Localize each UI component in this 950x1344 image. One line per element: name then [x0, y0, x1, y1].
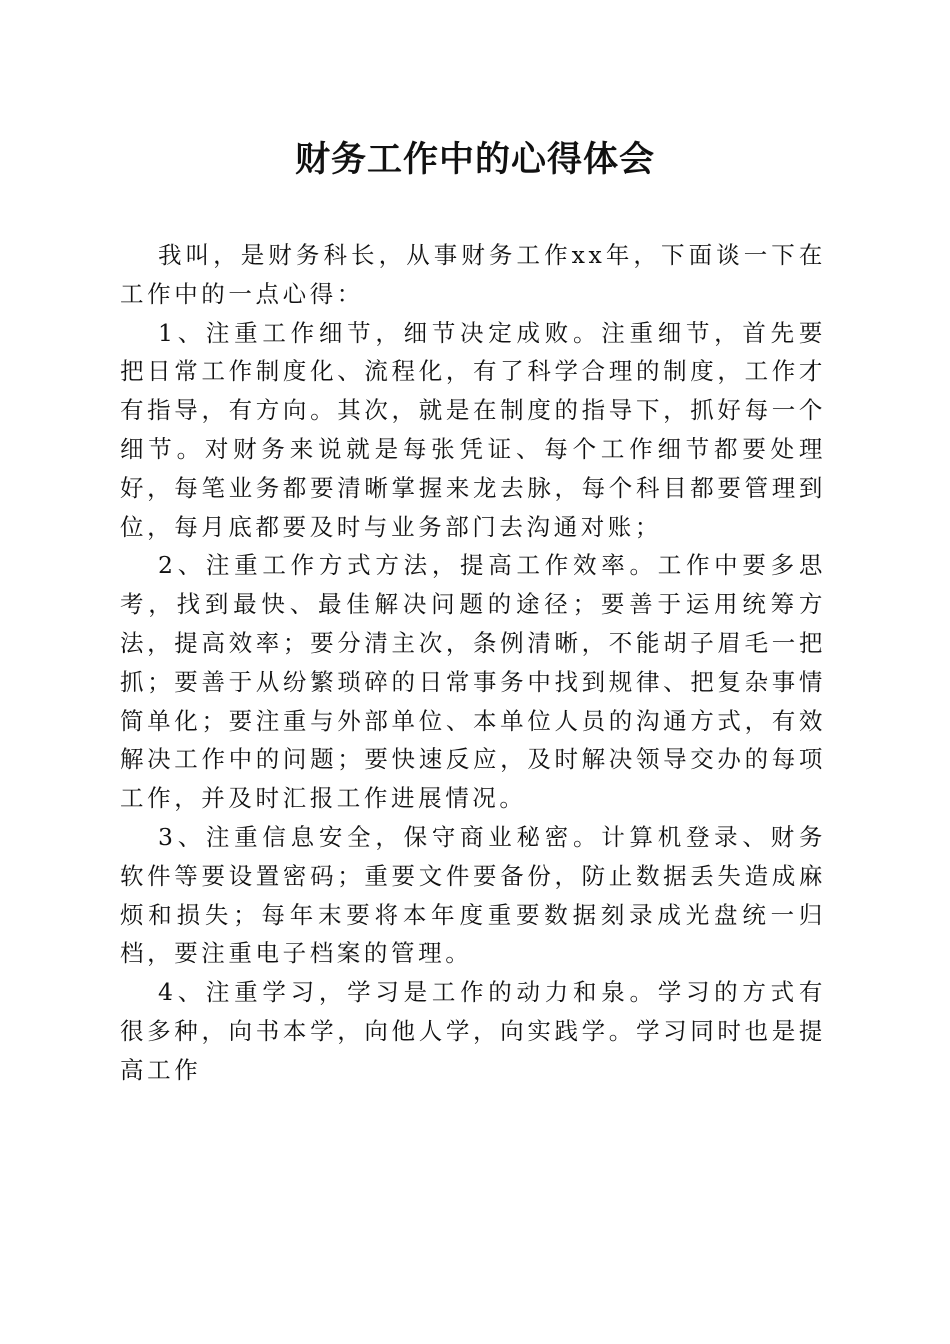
point-3-paragraph: 3、注重信息安全，保守商业秘密。计算机登录、财务软件等要设置密码；重要文件要备份，防止数据丢失造成麻烦和损失；每年末要将本年度重要数据刻录成光盘统一归档，要注重电子档案的管理。 — [120, 822, 826, 968]
point-4-paragraph: 4、注重学习，学习是工作的动力和泉。学习的方式有很多种，向书本学，向他人学，向实践学。学习同时也是提高工作 — [120, 978, 826, 1084]
document-title: 财务工作中的心得体会 — [294, 139, 655, 180]
point-1-paragraph: 1、注重工作细节，细节决定成败。注重细节，首先要把日常工作制度化、流程化，有了科学合理的制度，工作才有指导，有方向。其次，就是在制度的指导下，抓好每一个细节。对财务来说就是每张凭证、每个工作细节都要处理好，每笔业务都要清晰掌握来龙去脉，每个科目都要管理到位，每月底都要及时与业务部门去沟通对账； — [120, 318, 826, 541]
point-2-paragraph: 2、注重工作方式方法，提高工作效率。工作中要多思考，找到最快、最佳解决问题的途径；要善于运用统筹方法，提高效率；要分清主次，条例清晰，不能胡子眉毛一把抓；要善于从纷繁琐碎的日常事务中找到规律、把复杂事情简单化；要注重与外部单位、本单位人员的沟通方式，有效解决工作中的问题；要快速反应，及时解决领导交办的每项工作，并及时汇报工作进展情况。 — [120, 551, 826, 813]
document-body — [120, 236, 826, 1090]
intro-paragraph: 我叫，是财务科长，从事财务工作xx年，下面谈一下在工作中的一点心得： — [120, 241, 826, 308]
